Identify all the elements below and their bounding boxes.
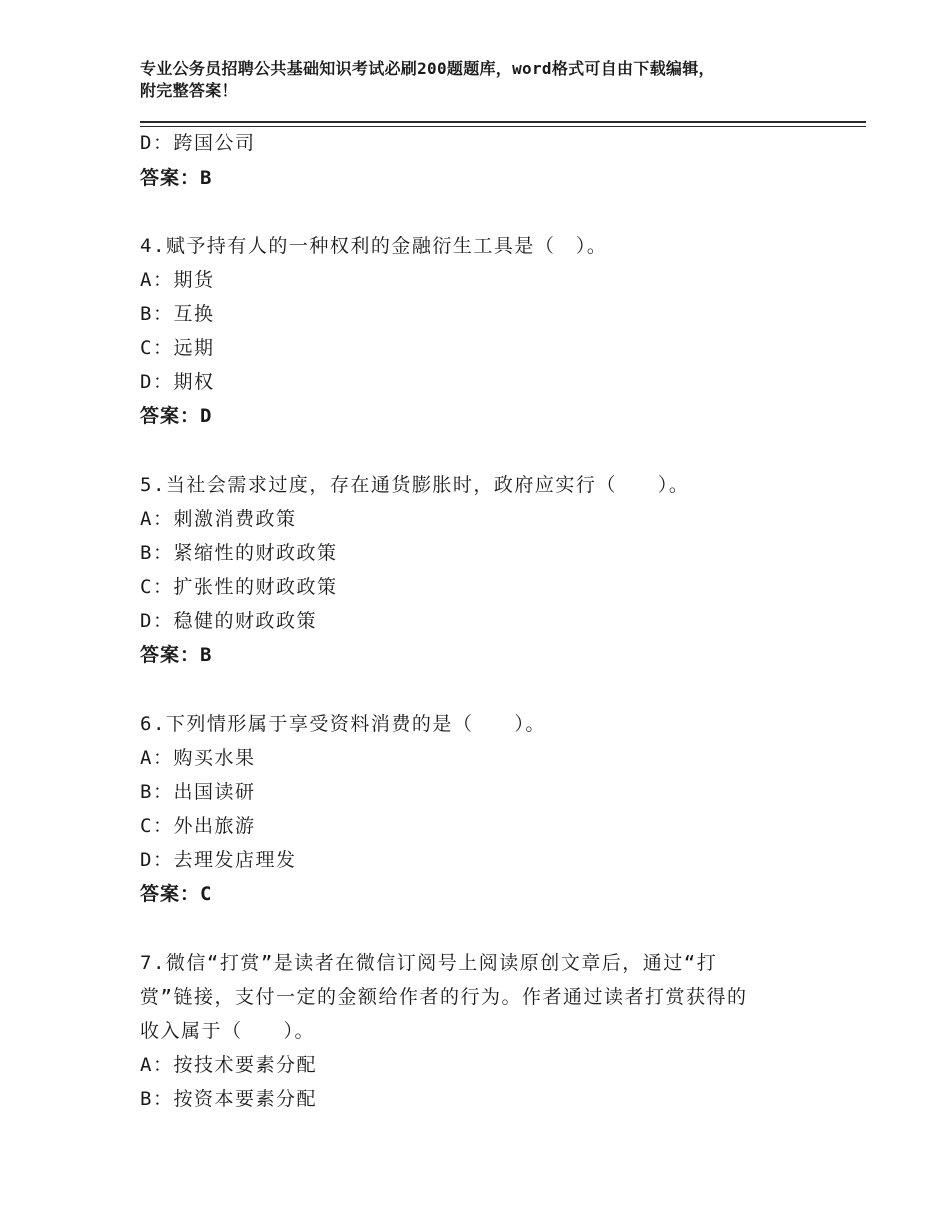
q6-answer: 答案：C xyxy=(140,883,213,905)
header-line-2: 附完整答案！ xyxy=(140,81,238,100)
q4-answer: 答案：D xyxy=(140,405,213,427)
q6-option-a: A：购买水果 xyxy=(140,747,256,769)
document-header xyxy=(140,58,860,102)
q4-option-d: D：期权 xyxy=(140,371,215,393)
q5-option-b: B：紧缩性的财政政策 xyxy=(140,542,338,564)
prev-answer: 答案：B xyxy=(140,167,213,189)
q7-stem-line-2: 赏”链接，支付一定的金额给作者的行为。作者通过读者打赏获得的 xyxy=(140,986,748,1008)
q7-stem-line-3: 收入属于（ ）。 xyxy=(140,1020,316,1042)
q4-option-a: A：期货 xyxy=(140,269,215,291)
q4-stem: 4.赋予持有人的一种权利的金融衍生工具是（ ）。 xyxy=(140,235,608,257)
header-line-1: 专业公务员招聘公共基础知识考试必刷200题题库，word格式可自由下载编辑， xyxy=(140,59,715,78)
header-divider-thick xyxy=(140,121,866,123)
q4-option-b: B：互换 xyxy=(140,303,215,325)
prev-option-d: D：跨国公司 xyxy=(140,132,256,154)
q5-option-a: A：刺激消费政策 xyxy=(140,508,297,530)
q5-stem: 5.当社会需求过度，存在通货膨胀时，政府应实行（ ）。 xyxy=(140,474,690,496)
q7-option-b: B：按资本要素分配 xyxy=(140,1088,317,1110)
header-divider-thin xyxy=(140,126,866,127)
q5-option-c: C：扩张性的财政政策 xyxy=(140,576,338,598)
q5-option-d: D：稳健的财政政策 xyxy=(140,610,317,632)
q4-option-c: C：远期 xyxy=(140,337,215,359)
q7-option-a: A：按技术要素分配 xyxy=(140,1054,317,1076)
q5-answer: 答案：B xyxy=(140,644,213,666)
q6-option-c: C：外出旅游 xyxy=(140,815,256,837)
q7-stem-line-1: 7.微信“打赏”是读者在微信订阅号上阅读原创文章后，通过“打 xyxy=(140,952,718,974)
q6-stem: 6.下列情形属于享受资料消费的是（ ）。 xyxy=(140,713,546,735)
q6-option-b: B：出国读研 xyxy=(140,781,256,803)
q6-option-d: D：去理发店理发 xyxy=(140,849,297,871)
